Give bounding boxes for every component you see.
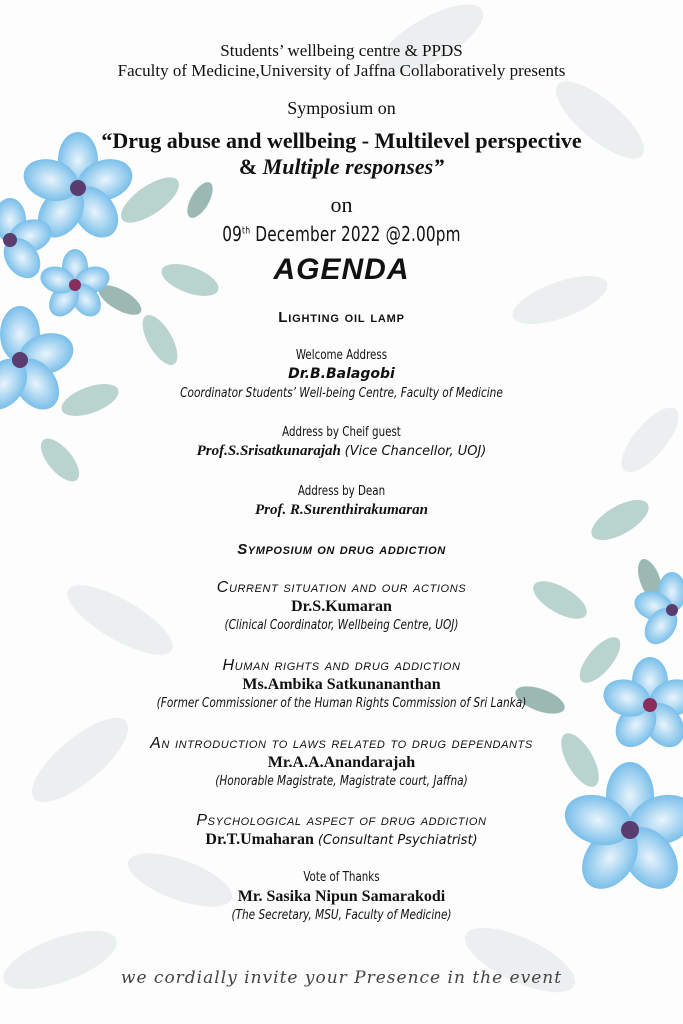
talk3-desc: (Honorable Magistrate, Magistrate court, Jaffna) [215,774,468,789]
talk2-desc: (Former Commissioner of the Human Rights Commission of Sri Lanka) [156,696,527,711]
talk2-speaker: Ms.Ambika Satkunananthan [242,676,441,693]
title-line-1: “Drug abuse and wellbeing - Multilevel perspective [101,128,582,153]
event-date [51,222,632,246]
dean-label: Address by Dean [297,484,386,499]
lighting-oil-lamp: Lighting oil lamp [278,309,405,326]
on-text: on [330,192,353,217]
symposium-on: Symposium on [287,98,396,118]
org-line-1: Students’ wellbeing centre & PPDS [220,41,463,60]
talk3-speaker: Mr.A.A.Anandarajah [267,754,416,771]
talk4-row [0,831,683,849]
title-line-2 [0,154,683,180]
cordial-invite: we cordially invite your Presence in the event [120,968,563,988]
talk1-desc: (Clinical Coordinator, Wellbeing Centre, UOJ) [224,618,459,633]
thanks-speaker: Mr. Sasika Nipun Samarakodi [237,888,446,905]
org-line-2: Faculty of Medicine,University of Jaffna Collaboratively presents [117,61,566,80]
talk4-desc: (Consultant Psychiatrist) [317,833,478,848]
date-rest: December 2022 @2.00pm [250,222,461,246]
chief-guest-desc: (Vice Chancellor, UOJ) [344,444,487,459]
agenda-heading: AGENDA [273,253,410,286]
chief-guest-name: Prof.S.Srisatkunarajah [196,443,341,459]
title-ampersand: & [238,154,263,179]
talk4-speaker: Dr.T.Umaharan [205,831,314,848]
welcome-label: Welcome Address [295,348,388,363]
welcome-desc: Coordinator Students’ Well-being Centre, Faculty of Medicine [180,386,503,401]
title-italic-part: Multiple responses” [262,154,445,179]
chief-guest-label: Address by Cheif guest [282,425,401,440]
talk2-topic: Human rights and drug addiction [222,657,461,674]
dean-name: Prof. R.Surenthirakumaran [255,502,428,518]
talk1-topic: Current situation and our actions [216,579,467,596]
talk4-topic: Psychological aspect of drug addiction [196,812,487,829]
welcome-speaker: Dr.B.Balagobi [288,366,395,382]
date-day: 09 [222,222,243,246]
talk1-speaker: Dr.S.Kumaran [291,598,392,615]
talk3-topic: An introduction to laws related to drug dependants [150,735,533,752]
thanks-label: Vote of Thanks [303,870,380,885]
chief-guest-row [0,443,683,460]
date-suffix: th [242,225,251,237]
symposium-heading: Symposium on drug addiction [237,541,446,558]
thanks-desc: (The Secretary, MSU, Faculty of Medicine) [231,908,452,923]
